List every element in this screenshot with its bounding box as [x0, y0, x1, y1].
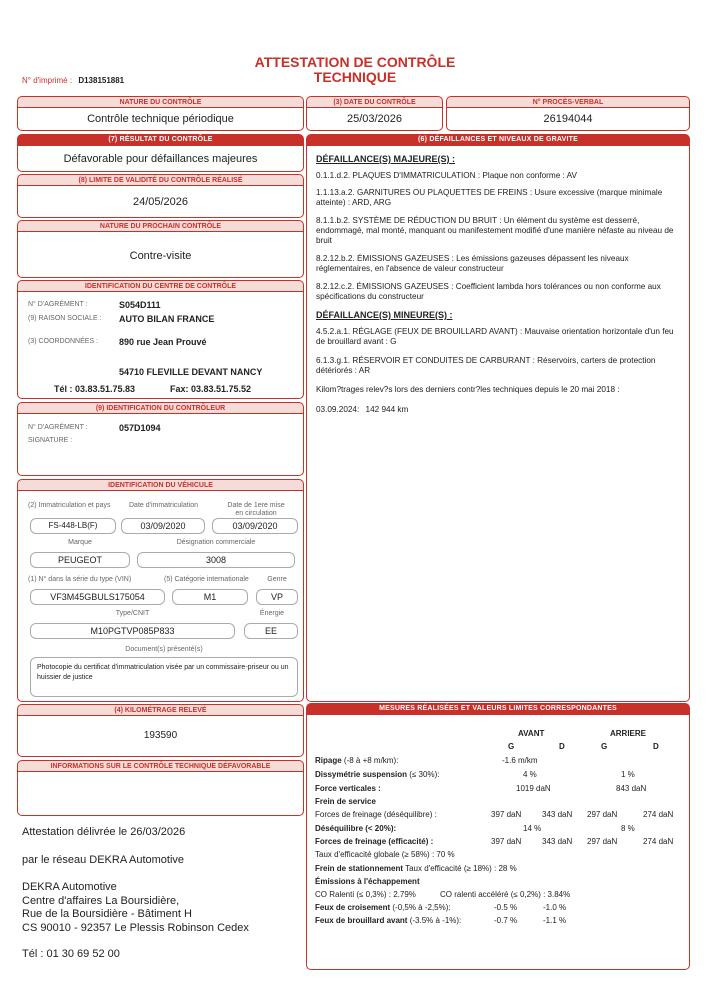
taux-global: Taux d'efficacité globale (≥ 58%) : 70 %	[315, 850, 455, 859]
vin-label: (1) N° dans la série du type (VIN)	[28, 576, 132, 583]
nature-header: NATURE DU CONTRÔLE	[17, 96, 304, 108]
delivrance-line-1: Attestation délivrée le 26/03/2026	[22, 826, 186, 838]
vin-field: VF3M45GBULS175054	[30, 589, 165, 605]
categorie-field: M1	[172, 589, 248, 605]
mesures-header: MESURES RÉALISÉES ET VALEURS LIMITES CORRESPONDANTES	[306, 703, 690, 715]
centre-fax: Fax: 03.83.51.75.52	[170, 384, 252, 394]
validite-value: 24/05/2026	[132, 196, 189, 208]
mineures-title: DÉFAILLANCE(S) MINEURE(S) :	[316, 310, 453, 320]
title-line-1: ATTESTATION DE CONTRÔLE	[254, 54, 456, 70]
col-ar-g: G	[601, 742, 608, 751]
marque-label: Marque	[68, 539, 92, 546]
date-header: (3) DATE DU CONTRÔLE	[306, 96, 443, 108]
centre-agrement-value: S054D111	[119, 300, 161, 310]
kilometrage-value: 193590	[143, 730, 178, 741]
dissym-label: Dissymétrie suspension	[315, 770, 408, 779]
frein-stat-value: Taux d'efficacité (≥ 18%) : 28 %	[405, 864, 517, 873]
feux-brouil-row	[315, 916, 461, 925]
prochain-header: NATURE DU PROCHAIN CONTRÔLE	[17, 220, 304, 232]
ripage-value: -1.6 m/km	[502, 756, 538, 765]
feux-brouil-label: Feux de brouillard avant	[315, 916, 408, 925]
col-av-g: G	[508, 742, 515, 751]
desequ-limit: (< 20%):	[365, 824, 397, 833]
force-vert-av: 1019 daN	[516, 784, 551, 793]
dissym-av: 4 %	[523, 770, 537, 779]
pv-header: N° PROCÈS-VERBAL	[446, 96, 690, 108]
dissym-limit: (≤ 30%):	[409, 770, 440, 779]
delivrance-addr-4: CS 90010 - 92357 Le Plessis Robinson Cedex	[22, 921, 249, 934]
forces-eff-value: 343 daN	[542, 837, 573, 846]
kilo-history	[316, 405, 684, 415]
title-line-2: TECHNIQUE	[313, 69, 397, 85]
date-mise-label-2: en circulation	[235, 510, 277, 517]
delivrance-line-2: par le réseau DEKRA Automotive	[22, 854, 185, 866]
desequ-label: Déséquilibre	[315, 824, 364, 833]
date-mise-field: 03/09/2020	[212, 518, 298, 534]
col-ar-d: D	[653, 742, 659, 751]
genre-label: Genre	[267, 576, 287, 583]
forces-eff-value: 274 daN	[643, 837, 674, 846]
centre-coord-label: (3) COORDONNÉES :	[28, 338, 99, 345]
date-mise-label-1: Date de 1ere mise	[227, 502, 285, 509]
delivrance-address	[22, 881, 249, 935]
centre-raison-label: (9) RAISON SOCIALE :	[28, 315, 102, 322]
dissym-row	[315, 770, 439, 779]
majeure-item: 1.1.13.a.2. GARNITURES OU PLAQUETTES DE FREINS : Usure excessive (marque minimale atteinte) : ARD, ARG	[316, 188, 663, 207]
ripage-limit: (-8 à +8 m/km):	[343, 756, 399, 765]
frein-stat-row	[315, 864, 517, 873]
immat-label: (2) Immatriculation et pays	[28, 502, 111, 509]
date-immat-label: Date d'immatriculation	[129, 502, 199, 509]
ripage-row	[315, 756, 398, 765]
forces-eff-value: 297 daN	[587, 837, 618, 846]
type-label: Type/CNIT	[115, 610, 150, 617]
desequ-row	[315, 824, 396, 833]
infos-box	[17, 771, 304, 816]
col-arriere: ARRIERE	[610, 729, 647, 738]
page-title	[230, 55, 480, 85]
imprime-value: D138151881	[78, 76, 125, 85]
controleur-agrement-label: N° D'AGRÉMENT :	[28, 424, 88, 431]
force-vert-ar: 843 daN	[616, 784, 647, 793]
kilo-value: 142 944 km	[365, 405, 409, 414]
majeure-item: 8.2.12.b.2. ÉMISSIONS GAZEUSES : Les émissions gazeuses dépassent les niveaux réglementaires, en l'absence de valeur constructeur	[316, 254, 629, 273]
force-vert-label: Force verticales :	[315, 784, 381, 793]
centre-agrement-label: N° D'AGRÉMENT :	[28, 301, 88, 308]
prochain-value: Contre-visite	[129, 250, 192, 262]
genre-field: VP	[256, 589, 298, 605]
forces-desequ-value: 274 daN	[643, 810, 674, 819]
feux-brouil-value: -1.1 %	[543, 916, 567, 925]
controleur-signature-label: SIGNATURE :	[28, 437, 73, 444]
feux-crois-value: -1.0 %	[543, 903, 567, 912]
forces-eff-value: 397 daN	[491, 837, 522, 846]
desequ-ar: 8 %	[621, 824, 635, 833]
majeure-item: 0.1.1.d.2. PLAQUES D'IMMATRICULATION : Plaque non conforme : AV	[316, 171, 577, 180]
designation-field: 3008	[137, 552, 295, 568]
nature-value: Contrôle technique périodique	[87, 113, 234, 125]
pv-value: 26194044	[543, 113, 593, 125]
controleur-header: (9) IDENTIFICATION DU CONTRÔLEUR	[17, 402, 304, 414]
docs-field	[30, 657, 298, 697]
feux-crois-limit: (-0,5% à -2,5%):	[392, 903, 451, 912]
majeure-item: 8.1.1.b.2. SYSTÈME DE RÉDUCTION DU BRUIT : Un élément du système est desserré, endommagé, mal monté, manquant ou manifestement modifié d'une manière néfaste au niveau de bruit	[316, 216, 674, 245]
dissym-ar: 1 %	[621, 770, 635, 779]
feux-brouil-limit: (-3.5% à -1%):	[409, 916, 462, 925]
col-avant: AVANT	[518, 729, 545, 738]
emissions-label: Émissions à l'échappement	[315, 877, 420, 886]
docs-label: Document(s) présenté(s)	[125, 646, 203, 653]
frein-stat-label: Frein de stationnement	[315, 864, 404, 873]
feux-crois-row	[315, 903, 451, 912]
col-av-d: D	[559, 742, 565, 751]
centre-header: IDENTIFICATION DU CENTRE DE CONTRÔLE	[17, 280, 304, 292]
validite-header: (8) LIMITE DE VALIDITÉ DU CONTRÔLE RÉALISÉ	[17, 174, 304, 186]
docs-value: Photocopie du certificat d'immatriculation visée par un commissaire-priseur ou un huissier de justice	[37, 664, 289, 681]
desequ-av: 14 %	[523, 824, 542, 833]
mineure-item: 4.5.2.a.1. RÉGLAGE (FEUX DE BROUILLARD AVANT) : Mauvaise orientation horizontale d'un feu de brouillard avant : G	[316, 327, 674, 346]
ripage-label: Ripage	[315, 756, 342, 765]
co-ralenti: CO Ralenti (≤ 0,3%) : 2.79%	[315, 890, 416, 899]
forces-eff-label: Forces de freinage (efficacité) :	[315, 837, 434, 846]
majeures-title: DÉFAILLANCE(S) MAJEURE(S) :	[316, 154, 455, 164]
vehicule-header: IDENTIFICATION DU VÉHICULE	[17, 479, 304, 491]
centre-address-1: 890 rue Jean Prouvé	[119, 337, 207, 347]
forces-desequ-label: Forces de freinage (déséquilibre) :	[315, 810, 437, 819]
delivrance-addr-3: Rue de la Boursidière - Bâtiment H	[22, 908, 192, 920]
imprime-label: N° d'imprimé :	[22, 76, 73, 85]
centre-tel: Tél : 03.83.51.75.83	[54, 384, 136, 394]
feux-brouil-value: -0.7 %	[494, 916, 518, 925]
energie-field: EE	[244, 623, 298, 639]
kilometrage-header: (4) KILOMÉTRAGE RELEVÉ	[17, 704, 304, 716]
date-immat-field: 03/09/2020	[121, 518, 205, 534]
immat-field: FS-448-LB(F)	[30, 518, 116, 534]
infos-header: INFORMATIONS SUR LE CONTRÔLE TECHNIQUE DÉFAVORABLE	[17, 760, 304, 772]
delivrance-tel: Tél : 01 30 69 52 00	[22, 948, 120, 960]
energie-label: Énergie	[259, 610, 285, 617]
forces-desequ-value: 297 daN	[587, 810, 618, 819]
marque-field: PEUGEOT	[30, 552, 130, 568]
forces-desequ-value: 397 daN	[491, 810, 522, 819]
feux-crois-value: -0.5 %	[494, 903, 518, 912]
type-field: M10PGTVP085P833	[30, 623, 235, 639]
feux-crois-label: Feux de croisement	[315, 903, 391, 912]
date-value: 25/03/2026	[346, 113, 403, 125]
controleur-agrement-value: 057D1094	[119, 423, 161, 433]
centre-raison-value: AUTO BILAN FRANCE	[119, 314, 215, 324]
imprime-number	[22, 76, 124, 85]
date-mise-label	[216, 502, 296, 518]
kilo-note: Kilom?trages relev?s lors des derniers contr?les techniques depuis le 20 mai 2018 :	[316, 385, 620, 394]
resultat-header: (7) RÉSULTAT DU CONTRÔLE	[17, 134, 304, 146]
defaillances-header: (6) DÉFAILLANCES ET NIVEAUX DE GRAVITE	[306, 134, 690, 146]
forces-desequ-value: 343 daN	[542, 810, 573, 819]
delivrance-addr-2: Centre d'affaires La Boursidière,	[22, 894, 180, 907]
designation-label: Désignation commerciale	[176, 539, 256, 546]
majeure-item: 8.2.12.c.2. ÉMISSIONS GAZEUSES : Coefficient lambda hors tolérances ou non conforme aux spécifications du constructeur	[316, 282, 661, 301]
delivrance-addr-1: DEKRA Automotive	[22, 881, 117, 893]
co-accel: CO ralenti accéléré (≤ 0,2%) : 3.84%	[440, 890, 571, 899]
mineure-item: 6.1.3.g.1. RÉSERVOIR ET CONDUITES DE CARBURANT : Réservoirs, carters de protection détériorés : AR	[316, 356, 656, 375]
kilo-date: 03.09.2024:	[316, 405, 360, 414]
centre-address-2: 54710 FLEVILLE DEVANT NANCY	[119, 367, 263, 377]
categorie-label: (5) Catégorie internationale	[164, 576, 249, 583]
frein-service: Frein de service	[315, 797, 376, 806]
resultat-value: Défavorable pour défaillances majeures	[63, 153, 258, 165]
